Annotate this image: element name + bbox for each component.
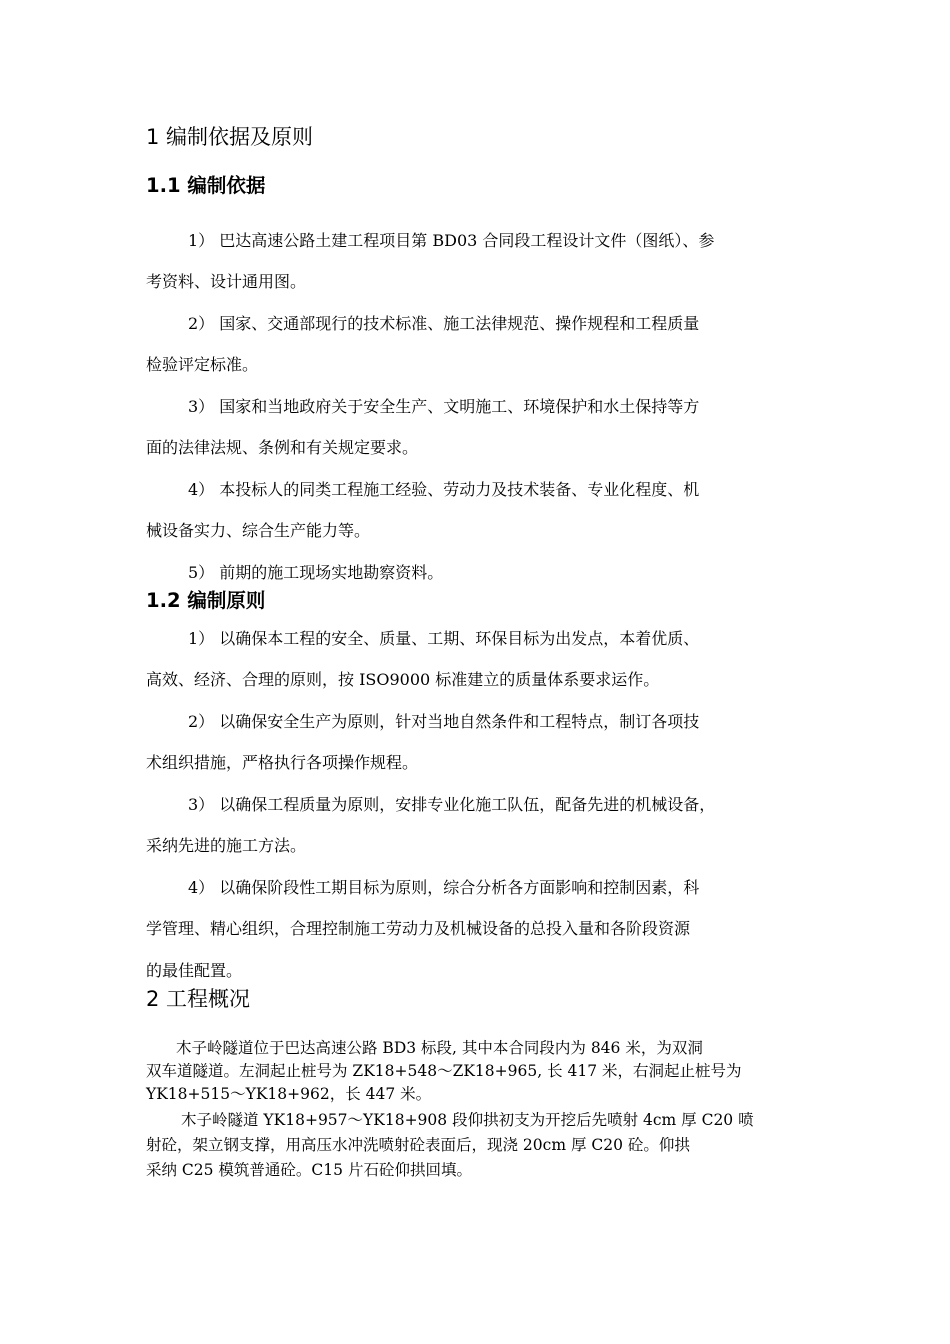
- paragraph-line: 学管理、精心组织，合理控制施工劳动力及机械设备的总投入量和各阶段资源: [146, 919, 691, 938]
- paragraph-line: 射砼，架立钢支撑，用高压水冲洗喷射砼表面后，现浇 20cm 厚 C20 砼。仰拱: [146, 1136, 690, 1154]
- paragraph-line: 双车道隧道。左洞起止桩号为 ZK18+548～ZK18+965, 长 417 米，右洞起止桩号为: [146, 1062, 742, 1080]
- paragraph-line: 2） 以确保安全生产为原则，针对当地自然条件和工程特点，制订各项技: [188, 712, 700, 731]
- paragraph-line: 采纳 C25 模筑普通砼。C15 片石砼仰拱回填。: [146, 1161, 472, 1179]
- paragraph-line: 4） 本投标人的同类工程施工经验、劳动力及技术装备、专业化程度、机: [188, 480, 700, 499]
- paragraph-line: 木子岭隧道 YK18+957～YK18+908 段仰拱初支为开挖后先喷射 4cm 厚 C20 喷: [181, 1111, 754, 1129]
- paragraph-line: 采纳先进的施工方法。: [146, 836, 307, 855]
- section-1-2-heading: 1.2 编制原则: [146, 589, 266, 612]
- paragraph-line: 考资料、设计通用图。: [146, 272, 307, 291]
- paragraph-line: 1） 以确保本工程的安全、质量、工期、环保目标为出发点，本着优质、: [188, 629, 700, 648]
- paragraph-line: 3） 以确保工程质量为原则，安排专业化施工队伍，配备先进的机械设备，: [188, 795, 716, 814]
- paragraph-line: 检验评定标准。: [146, 355, 259, 374]
- section-2-heading: 2 工程概况: [146, 987, 251, 1011]
- paragraph-line: 3） 国家和当地政府关于安全生产、文明施工、环境保护和水土保持等方: [188, 397, 700, 416]
- paragraph-line: 械设备实力、综合生产能力等。: [146, 521, 371, 540]
- paragraph-line: 面的法律法规、条例和有关规定要求。: [146, 438, 419, 457]
- paragraph-line: 5） 前期的施工现场实地勘察资料。: [188, 563, 444, 582]
- paragraph-line: 1） 巴达高速公路土建工程项目第 BD03 合同段工程设计文件（图纸）、参: [188, 231, 715, 250]
- paragraph-line: 高效、经济、合理的原则，按 ISO9000 标准建立的质量体系要求运作。: [146, 670, 660, 689]
- paragraph-line: 4） 以确保阶段性工期目标为原则，综合分析各方面影响和控制因素，科: [188, 878, 700, 897]
- paragraph-line: 木子岭隧道位于巴达高速公路 BD3 标段, 其中本合同段内为 846 米，为双洞: [176, 1039, 703, 1057]
- paragraph-line: YK18+515～YK18+962，长 447 米。: [146, 1085, 432, 1103]
- paragraph-line: 术组织措施，严格执行各项操作规程。: [146, 753, 419, 772]
- paragraph-line: 2） 国家、交通部现行的技术标准、施工法律规范、操作规程和工程质量: [188, 314, 700, 333]
- paragraph-line: 的最佳配置。: [146, 961, 243, 980]
- section-1-heading: 1 编制依据及原则: [146, 125, 314, 149]
- section-1-1-heading: 1.1 编制依据: [146, 174, 266, 197]
